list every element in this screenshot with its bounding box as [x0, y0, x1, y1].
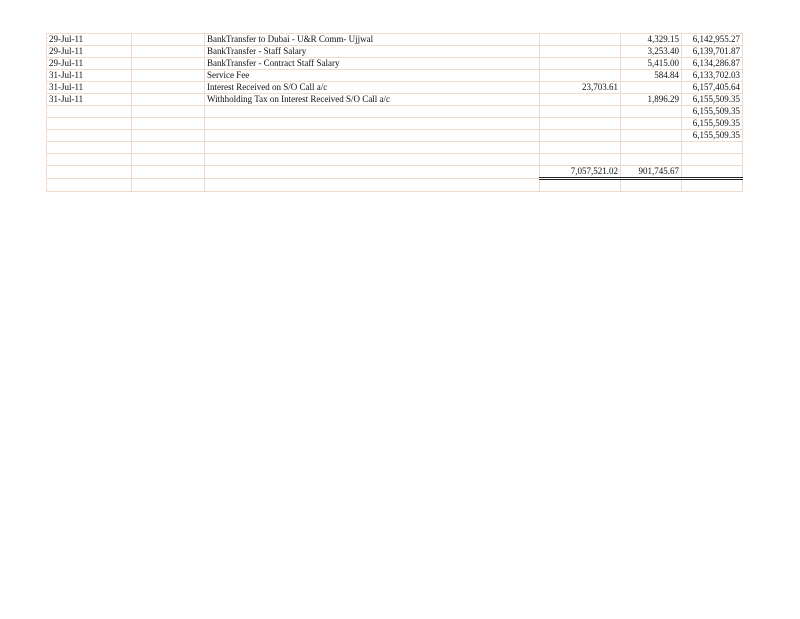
table-row	[47, 34, 743, 46]
empty-cell	[132, 46, 205, 58]
date-cell: 29-Jul-11	[47, 34, 132, 46]
date-cell: 29-Jul-11	[47, 46, 132, 58]
empty-cell	[132, 106, 205, 118]
table-row	[47, 106, 743, 118]
balance-cell: 6,133,702.03	[682, 70, 743, 82]
description-cell	[205, 154, 540, 166]
table-row	[47, 179, 743, 192]
credit-cell	[621, 82, 682, 94]
debit-cell	[540, 130, 621, 142]
credit-cell	[621, 130, 682, 142]
table-row	[47, 118, 743, 130]
table-row	[47, 142, 743, 154]
credit-cell	[621, 106, 682, 118]
description-cell	[205, 130, 540, 142]
balance-cell: 6,155,509.35	[682, 130, 743, 142]
balance-total	[682, 166, 743, 179]
table-row	[47, 130, 743, 142]
debit-cell	[540, 118, 621, 130]
debit-cell	[540, 46, 621, 58]
date-cell: 31-Jul-11	[47, 94, 132, 106]
empty-cell	[205, 166, 540, 179]
debit-cell	[540, 58, 621, 70]
table-row	[47, 94, 743, 106]
empty-cell	[682, 179, 743, 192]
credit-cell	[621, 118, 682, 130]
debit-cell	[540, 34, 621, 46]
credit-total: 901,745.67	[621, 166, 682, 179]
date-cell	[47, 154, 132, 166]
empty-cell	[132, 94, 205, 106]
date-cell: 31-Jul-11	[47, 82, 132, 94]
credit-cell	[621, 142, 682, 154]
debit-cell	[540, 142, 621, 154]
balance-cell	[682, 154, 743, 166]
credit-cell: 4,329.15	[621, 34, 682, 46]
ledger-table	[46, 33, 743, 192]
table-row	[47, 58, 743, 70]
balance-cell: 6,155,509.35	[682, 118, 743, 130]
table-row	[47, 82, 743, 94]
description-cell: Service Fee	[205, 70, 540, 82]
balance-cell: 6,157,405.64	[682, 82, 743, 94]
description-cell	[205, 118, 540, 130]
balance-cell: 6,155,509.35	[682, 106, 743, 118]
date-cell	[47, 142, 132, 154]
empty-cell	[540, 179, 621, 192]
credit-cell: 1,896.29	[621, 94, 682, 106]
table-row	[47, 154, 743, 166]
empty-cell	[132, 34, 205, 46]
date-cell	[47, 118, 132, 130]
date-cell	[47, 130, 132, 142]
credit-cell: 3,253.40	[621, 46, 682, 58]
empty-cell	[132, 179, 205, 192]
empty-cell	[132, 82, 205, 94]
balance-cell: 6,134,286.87	[682, 58, 743, 70]
description-cell: BankTransfer to Dubai - U&R Comm- Ujjwal	[205, 34, 540, 46]
debit-cell	[540, 94, 621, 106]
debit-cell: 23,703.61	[540, 82, 621, 94]
balance-cell: 6,139,701.87	[682, 46, 743, 58]
empty-cell	[621, 179, 682, 192]
empty-cell	[132, 58, 205, 70]
empty-cell	[132, 166, 205, 179]
description-cell	[205, 106, 540, 118]
credit-cell: 584.84	[621, 70, 682, 82]
description-cell: Interest Received on S/O Call a/c	[205, 82, 540, 94]
table-row	[47, 70, 743, 82]
description-cell: BankTransfer - Contract Staff Salary	[205, 58, 540, 70]
debit-cell	[540, 106, 621, 118]
empty-cell	[132, 118, 205, 130]
date-cell: 31-Jul-11	[47, 70, 132, 82]
empty-cell	[132, 130, 205, 142]
empty-cell	[132, 70, 205, 82]
empty-cell	[132, 154, 205, 166]
debit-total: 7,057,521.02	[540, 166, 621, 179]
credit-cell	[621, 154, 682, 166]
empty-cell	[205, 179, 540, 192]
debit-cell	[540, 154, 621, 166]
empty-cell	[47, 166, 132, 179]
credit-cell: 5,415.00	[621, 58, 682, 70]
empty-cell	[47, 179, 132, 192]
balance-cell	[682, 142, 743, 154]
balance-cell: 6,155,509.35	[682, 94, 743, 106]
debit-cell	[540, 70, 621, 82]
description-cell	[205, 142, 540, 154]
empty-cell	[132, 142, 205, 154]
table-row	[47, 46, 743, 58]
balance-cell: 6,142,955.27	[682, 34, 743, 46]
description-cell: Withholding Tax on Interest Received S/O Call a/c	[205, 94, 540, 106]
totals-row	[47, 166, 743, 179]
date-cell: 29-Jul-11	[47, 58, 132, 70]
ledger-body	[47, 34, 743, 192]
description-cell: BankTransfer - Staff Salary	[205, 46, 540, 58]
date-cell	[47, 106, 132, 118]
